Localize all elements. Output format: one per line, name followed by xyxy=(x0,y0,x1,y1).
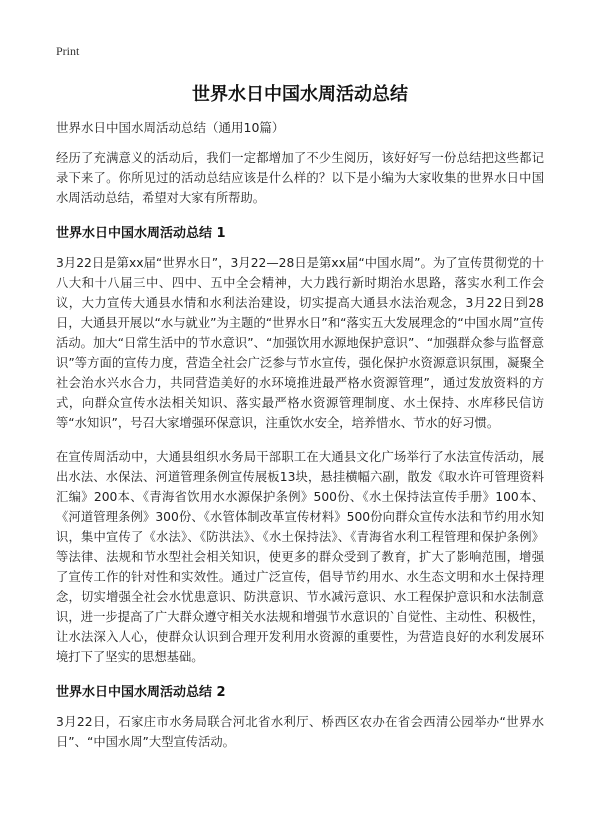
print-link[interactable]: Print xyxy=(56,44,80,58)
section-2-paragraph-1: 3月22日，石家庄市水务局联合河北省水利厅、桥西区农办在省会西清公园举办“世界水日”、“中国水周”大型宣传活动。 xyxy=(56,715,544,749)
article-subtitle: 世界水日中国水周活动总结（通用10篇） xyxy=(56,120,285,135)
intro-paragraph: 经历了充满意义的活动后，我们一定都增加了不少生阅历，该好好写一份总结把这些都记录下来了。你所见过的活动总结应该是什么样的？以下是小编为大家收集的世界水日中国水周活动总结，希望对大家有所帮助。 xyxy=(56,151,544,205)
article-body xyxy=(56,118,544,766)
section-1-paragraph-2: 在宣传周活动中，大通县组织水务局干部职工在大通县文化广场举行了水法宣传活动，展出水法、水保法、河道管理条例宣传展板13块，悬挂横幅六副，散发《取水许可管理资料汇编》200本、《青海省饮用水水源保护条例》500份、《水土保持法宣传手册》100本、《河道管理条例》300份、《水管体制改革宣传材料》500份向群众宣传水法和节约用水知识，集中宣传了《水法》、《防洪法》、《水土保持法》、《青海省水利工程管理和保护条例》等法律、法规和节水型社会相关知识，使更多的群众受到了教育，扩大了影响范围，增强了宣传工作的针对性和实效性。通过广泛宣传，倡导节约用水、水生态文明和水土保持理念，切实增强全社会水忧患意识、防洪意识、节水减污意识、水工程保护意识和水法制意识，进一步提高了广大群众遵守相关水法规和增强节水意识的`自觉性、主动性、积极性，让水法深入人心，使群众认识到合理开发利用水资源的重要性，为营造良好的水利发展环境打下了坚实的思想基础。 xyxy=(56,450,544,664)
page-title: 世界水日中国水周活动总结 xyxy=(192,84,408,105)
section-heading-2: 世界水日中国水周活动总结 2 xyxy=(56,685,226,700)
section-1-paragraph-1: 3月22日是第xx届“世界水日”，3月22—28日是第xx届“中国水周”。为了宣传贯彻党的十八大和十八届三中、四中、五中全会精神，大力践行新时期治水思路，落实水利工作会议，大力宣传大通县水情和水利法治建设，切实提高大通县水法治观念，3月22日到28日，大通县开展以“水与就业”为主题的“世界水日”和“落实五大发展理念的“中国水周”宣传活动。加大“日常生活中的节水意识”、“加强饮用水源地保护意识”、“加强群众参与监督意识”等方面的宣传力度，营造全社会广泛参与节水宣传，强化保护水资源意识氛围，凝聚全社会治水兴水合力，共同营造美好的水环境推进最严格水资源管理”，通过发放资料的方式，向群众宣传水法相关知识、落实最严格水资源管理制度、水土保持、水库移民信访等“水知识”，号召大家增强环保意识，注重饮水安全，培养惜水、节水的好习惯。 xyxy=(56,256,544,430)
section-heading-1: 世界水日中国水周活动总结 1 xyxy=(56,226,226,241)
